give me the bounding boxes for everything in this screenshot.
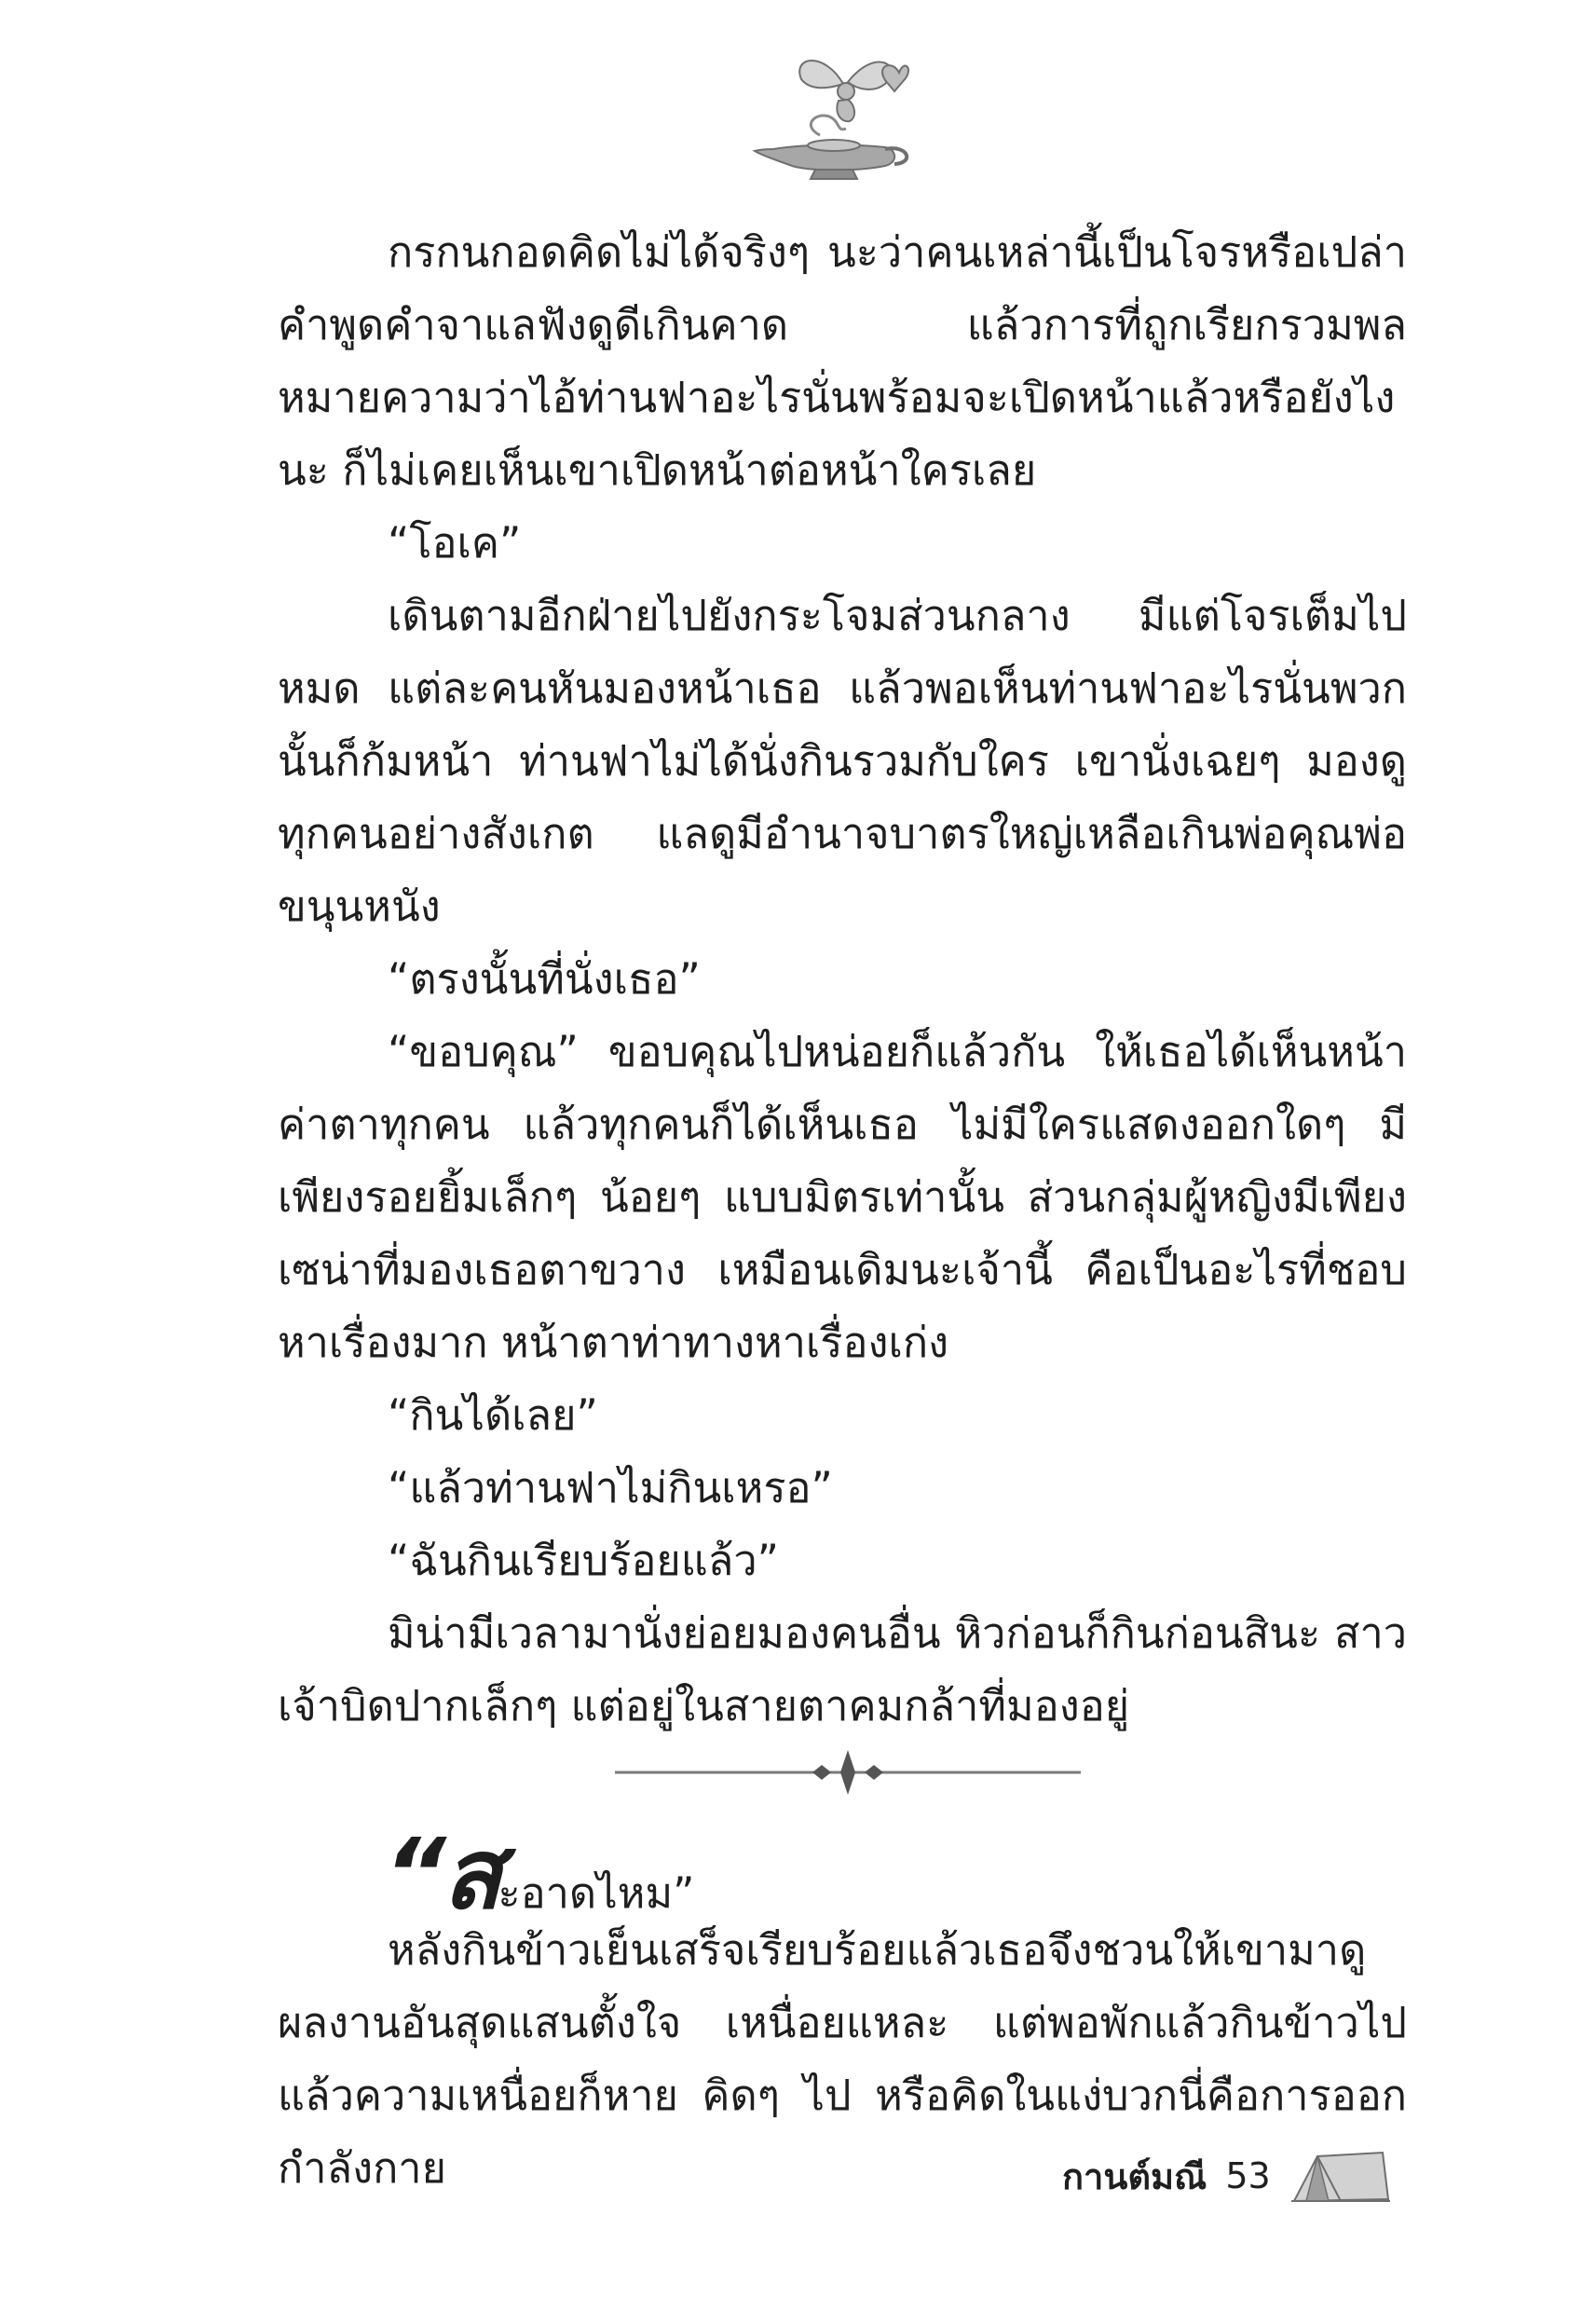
dialogue-line: “กินได้เลย” xyxy=(388,1390,598,1440)
opening-dialogue: ะอาดไหม” xyxy=(498,1868,695,1918)
paragraph: มิน่ามีเวลามานั่งย่อยมองคนอื่น หิวก่อนก็กินก่อนสินะ สาวเจ้าบิดปากเล็กๆ แต่อยู่ในสายตาคมกล้าที่มองอยู่ xyxy=(278,1608,1407,1730)
paragraph: กรกนกอดคิดไม่ได้จริงๆ นะว่าคนเหล่านี้เป็นโจรหรือเปล่า คำพูดคำจาแลฟังดูดีเกินคาด แล้วการที่ถูกเรียกรวมพล หมายความว่าไอ้ท่านฟาอะไรนั่นพร้อมจะเปิดหน้าแล้วหรือยังไงนะ ก็ไม่เคยเห็นเขาเปิดหน้าต่อหน้าใครเลย xyxy=(278,227,1407,495)
drop-cap: “ส xyxy=(384,1817,498,1931)
page-number: 53 xyxy=(1225,2155,1271,2196)
page-footer xyxy=(1062,2143,1392,2208)
paragraph: “ขอบคุณ” ขอบคุณไปหน่อยก็แล้วกัน ให้เธอได้เห็นหน้าค่าตาทุกคน แล้วทุกคนก็ได้เห็นเธอ ไม่มีใครแสดงออกใดๆ มีเพียงรอยยิ้มเล็กๆ น้อยๆ แบบมิตรเท่านั้น ส่วนกลุ่มผู้หญิงมีเพียงเซน่าที่มองเธอตาขวาง เหมือนเดิมนะเจ้านี้ คือเป็นอะไรที่ชอบหาเรื่องมาก หน้าตาท่าทางหาเรื่องเก่ง xyxy=(278,1027,1407,1367)
dialogue-line: “ฉันกินเรียบร้อยแล้ว” xyxy=(388,1536,779,1585)
diamond-divider-icon xyxy=(615,1744,1081,1800)
dialogue-line: “แล้วท่านฟาไม่กินเหรอ” xyxy=(388,1463,833,1512)
paragraph: เดินตามอีกฝ่ายไปยังกระโจมส่วนกลาง มีแต่โจรเต็มไปหมด แต่ละคนหันมองหน้าเธอ แล้วพอเห็นท่านฟาอะไรนั่นพวกนั้นก็ก้มหน้า ท่านฟาไม่ได้นั่งกินรวมกับใคร เขานั่งเฉยๆ มองดูทุกคนอย่างสังเกต แลดูมีอำนาจบาตรใหญ่เหลือเกินพ่อคุณพ่อขนุนหนัง xyxy=(278,591,1407,931)
book-title: กานต์มณี xyxy=(1062,2155,1207,2197)
paragraph: หลังกินข้าวเย็นเสร็จเรียบร้อยแล้วเธอจึงชวนให้เขามาดูผลงานอันสุดแสนตั้งใจ เหนื่อยแหละ แต่พอพักแล้วกินข้าวไปแล้วความเหนื่อยก็หาย คิดๆ ไป หรือคิดในแง่บวกนี่คือการออกกำลังกาย xyxy=(278,1925,1407,2193)
story-text-block-1 xyxy=(278,216,1407,1743)
magic-lamp-cupid-icon xyxy=(736,47,932,186)
tent-icon xyxy=(1289,2147,1392,2205)
dialogue-line: “ตรงนั้นที่นั่งเธอ” xyxy=(388,954,701,1004)
dialogue-line: “โอเค” xyxy=(388,518,522,567)
